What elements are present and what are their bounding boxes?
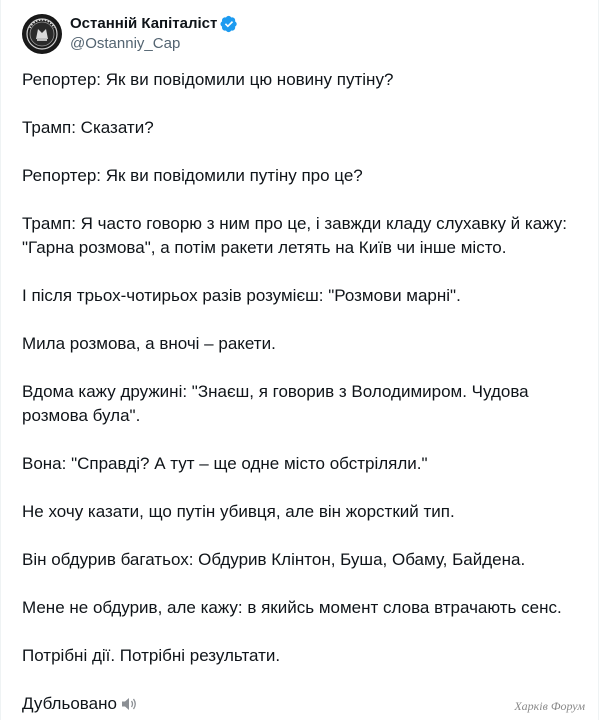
tweet-last-line: [22, 692, 582, 716]
watermark: Харків Форум: [514, 699, 585, 713]
name-row: [70, 14, 238, 34]
tweet-paragraph: Не хочу казати, що путін убивця, але він жорсткий тип.: [22, 502, 455, 521]
display-name[interactable]: Останній Капіталіст: [70, 15, 218, 32]
tweet-paragraph: Вдома кажу дружині: "Знаєш, я говорив з Володимиром. Чудова розмова була".: [22, 382, 529, 425]
coin-emblem-avatar-icon: [22, 14, 62, 54]
tweet-paragraph: Репортер: Як ви повідомили цю новину путіну?: [22, 70, 394, 89]
tweet-paragraph: І після трьох-чотирьох разів розумієш: "Розмови марні".: [22, 286, 461, 305]
tweet-paragraph: Він обдурив багатьох: Обдурив Клінтон, Буша, Обаму, Байдена.: [22, 550, 526, 569]
dubbed-label: Дубльовано: [22, 694, 117, 713]
tweet-paragraph: Мене не обдурив, але кажу: в якийсь момент слова втрачають сенс.: [22, 598, 562, 617]
tweet-paragraph: Потрібні дії. Потрібні результати.: [22, 646, 281, 665]
tweet-paragraph: Трамп: Сказати?: [22, 118, 154, 137]
tweet-header: [22, 10, 238, 58]
left-border: [0, 0, 1, 720]
verified-badge-icon: [220, 15, 238, 33]
tweet-paragraph: Вона: "Справді? А тут – ще одне місто обстріляли.": [22, 454, 428, 473]
author-names: [70, 14, 238, 54]
handle[interactable]: @Ostanniy_Cap: [70, 35, 181, 52]
tweet-text: [22, 68, 582, 716]
avatar[interactable]: [22, 14, 62, 54]
tweet-paragraph: Мила розмова, а вночі – ракети.: [22, 334, 276, 353]
tweet-paragraph: Трамп: Я часто говорю з ним про це, і завжди кладу слухавку й кажу: "Гарна розмова", а потім ракети летять на Київ чи інше місто.: [22, 214, 567, 257]
speaker-icon: [119, 694, 139, 714]
tweet-paragraph: Репортер: Як ви повідомили путіну про це?: [22, 166, 363, 185]
